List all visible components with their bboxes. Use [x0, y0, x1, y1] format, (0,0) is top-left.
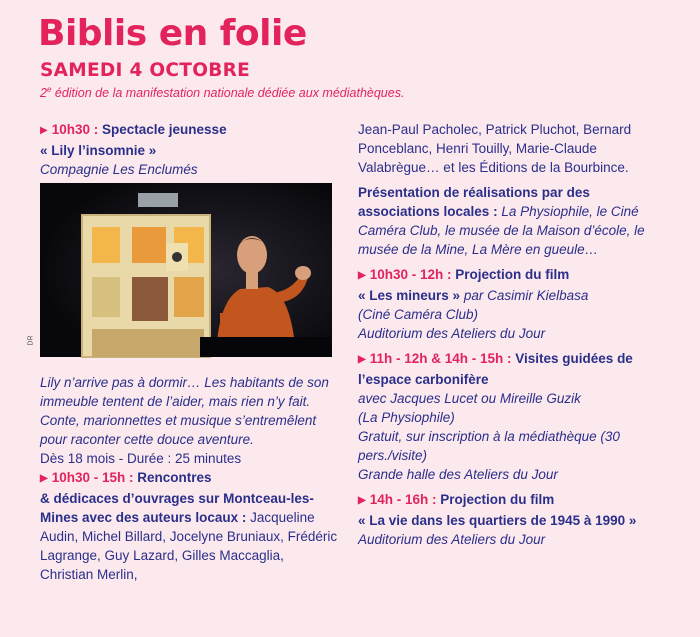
edition-sup: e — [46, 85, 52, 94]
event-title: Visites guidées de l’espace carbonifère — [358, 351, 633, 387]
event-date: SAMEDI 4 OCTOBRE — [40, 60, 251, 81]
event-time: 11h - 12h & 14h - 15h : — [369, 351, 512, 366]
photo-credit: DR — [27, 335, 35, 346]
event-vie-heading — [358, 490, 658, 511]
triangle-right-icon: ▶ — [358, 270, 366, 281]
associations-paragraph — [358, 183, 658, 259]
event-organizer: (La Physiophile) — [358, 410, 455, 425]
event-title: Projection du film — [455, 267, 570, 282]
edition-text: édition de la manifestation nationale dédiée aux médiathèques. — [51, 86, 405, 101]
event-subtitle: « Lily l’insomnie » — [40, 143, 157, 158]
event-time: 14h - 16h : — [369, 492, 437, 507]
event-dedicaces-title: & dédicaces d’ouvrages sur Montceau-les-Mines avec des auteurs locaux : — [40, 491, 314, 525]
puppeteer-illustration — [40, 183, 332, 357]
event-time: 10h30 : — [51, 122, 99, 137]
event-description: Lily n’arrive pas à dormir… Les habitants de son immeuble tentent de l’aider, mais rien n’y fait. Conte, marionnettes et musique s’entremêlent pour raconter cette douce aventure. — [40, 375, 329, 447]
authors-list: Jacqueline Audin, Michel Billard, Jocelyne Bruniaux, Frédéric Lagrange, Guy Lazard, Gilles Maccaglia, Christian Merlin, — [40, 510, 338, 582]
event-club: (Ciné Caméra Club) — [358, 307, 479, 322]
event-title: Spectacle jeunesse — [102, 122, 227, 137]
event-title: Projection du film — [440, 492, 555, 507]
event-title: Rencontres — [137, 470, 212, 485]
triangle-right-icon: ▶ — [40, 125, 48, 136]
event-company: Compagnie Les Enclumés — [40, 162, 198, 177]
event-place: Auditorium des Ateliers du Jour — [358, 532, 546, 547]
event-time: 10h30 - 15h : — [51, 470, 134, 485]
edition-number: 2 — [40, 86, 47, 101]
event-mineurs-heading — [358, 265, 658, 286]
film-title: « La vie dans les quartiers de 1945 à 1990 » — [358, 513, 637, 528]
film-author: par Casimir Kielbasa — [460, 288, 589, 303]
event-place: Auditorium des Ateliers du Jour — [358, 326, 546, 341]
edition-subtitle — [40, 85, 404, 100]
associations-list: La Physiophile, le Ciné Caméra Club, le musée de la Maison d’école, le musée de la Mine, La Mère en gueule… — [358, 204, 645, 257]
event-info: Gratuit, sur inscription à la médiathèque (30 pers./visite) — [358, 429, 620, 463]
triangle-right-icon: ▶ — [358, 495, 366, 506]
event-time: 10h30 - 12h : — [369, 267, 452, 282]
film-title: « Les mineurs » — [358, 288, 461, 303]
event-dedicaces-body — [40, 489, 340, 584]
event-spectacle-heading — [40, 120, 340, 141]
event-mineurs-film — [358, 286, 658, 305]
triangle-right-icon: ▶ — [40, 473, 48, 484]
event-info: Dès 18 mois - Durée : 25 minutes — [40, 451, 242, 466]
right-column — [358, 120, 658, 549]
page-title: Biblis en folie — [38, 13, 307, 54]
triangle-right-icon: ▶ — [358, 354, 366, 365]
event-photo — [27, 183, 332, 357]
event-guides: avec Jacques Lucet ou Mireille Guzik — [358, 391, 581, 406]
event-place: Grande halle des Ateliers du Jour — [358, 467, 558, 482]
authors-list-continued: Jean-Paul Pacholec, Patrick Pluchot, Bernard Ponceblanc, Henri Touilly, Marie-Claude Valabrègue… et les Éditions de la Bourbince. — [358, 122, 632, 175]
associations-title: Présentation de réalisations par des associations locales : — [358, 185, 590, 219]
event-visites-heading — [358, 349, 658, 389]
event-dedicaces-heading — [40, 468, 340, 489]
left-column — [27, 120, 340, 584]
